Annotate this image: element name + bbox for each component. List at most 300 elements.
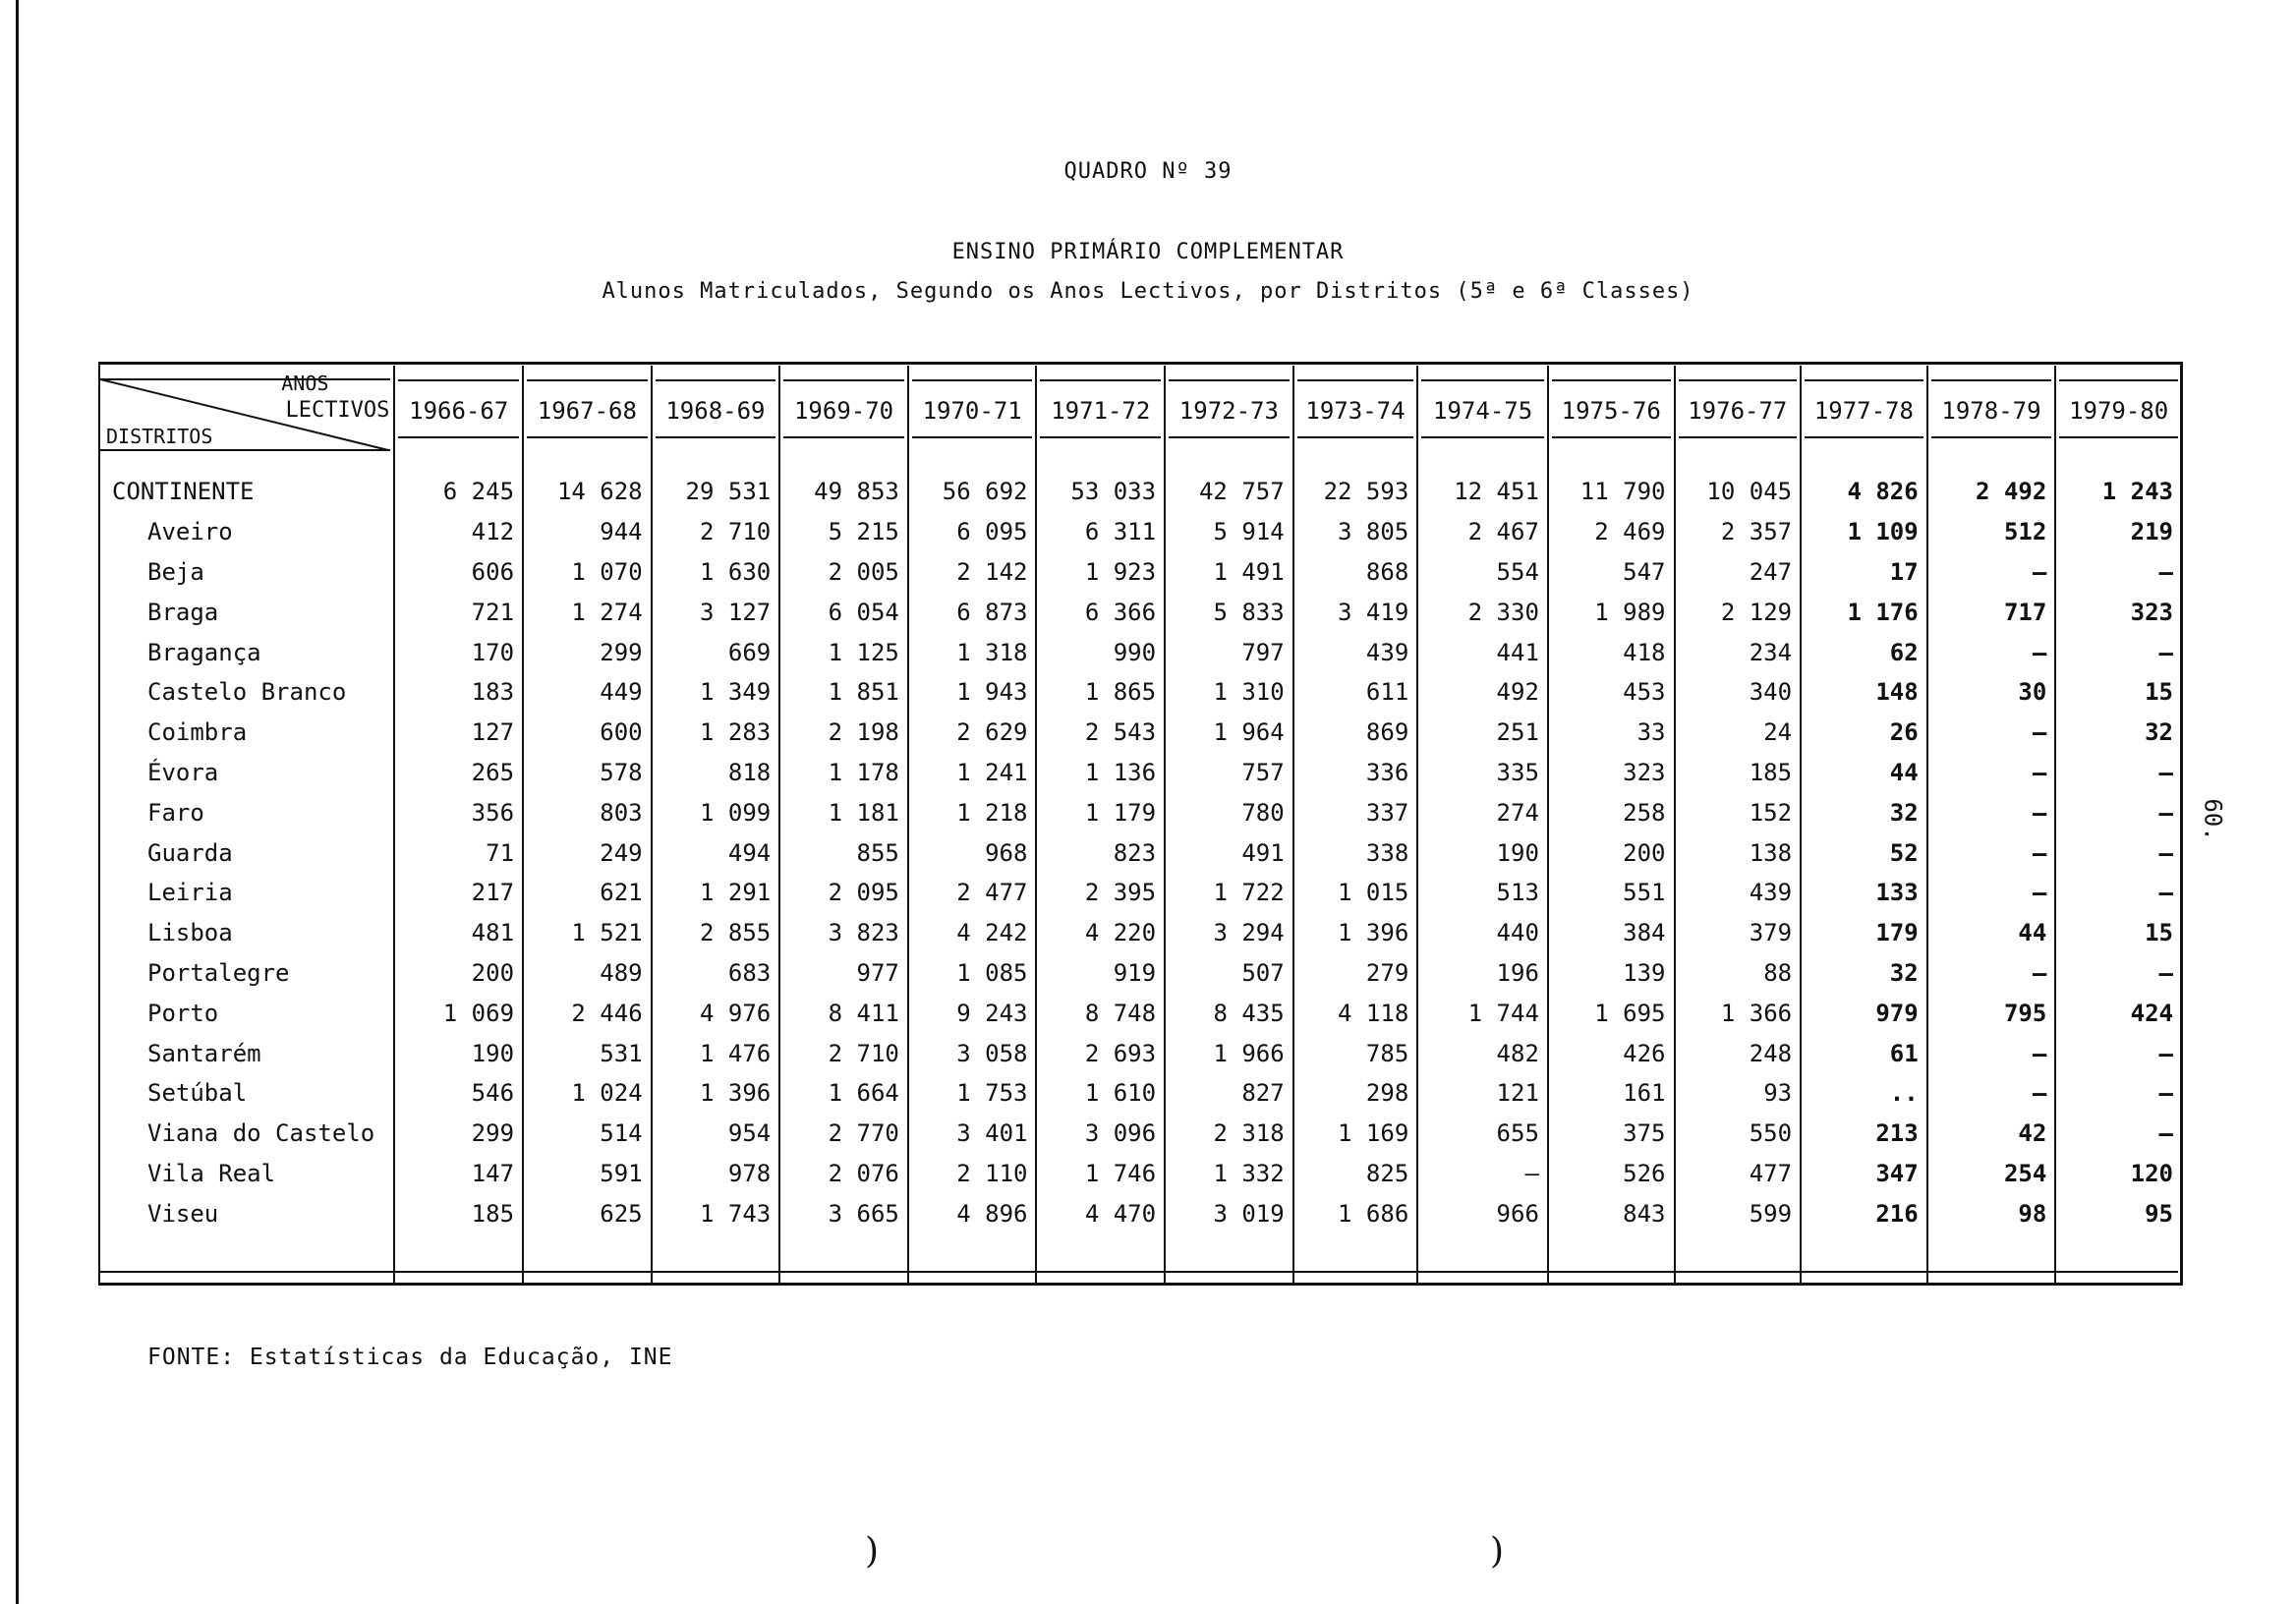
value-cell: 2 469 [1548,512,1675,552]
value-cell: 14 628 [523,452,652,512]
value-cell: 5 833 [1165,592,1293,632]
value-cell: 196 [1417,953,1548,994]
table-number: QUADRO Nº 39 [1063,159,1233,184]
district-row [98,913,2181,953]
value-cell: 93 [1675,1073,1802,1114]
district-row [98,672,2181,713]
year-header: 1976-77 [1675,366,1802,452]
value-cell: 234 [1675,632,1802,672]
value-cell: 120 [2055,1154,2181,1194]
value-cell: 424 [2055,993,2181,1033]
value-cell: 2 710 [779,1033,908,1073]
value-cell: 795 [1927,993,2056,1033]
value-cell: — [2055,632,2181,672]
value-cell: 3 096 [1036,1114,1165,1154]
value-cell: 477 [1675,1154,1802,1194]
value-cell: 785 [1293,1033,1418,1073]
value-cell: 1 964 [1165,713,1293,753]
value-cell: 62 [1801,632,1927,672]
value-cell: 179 [1801,913,1927,953]
value-cell: 6 245 [394,452,523,512]
value-cell: 492 [1417,672,1548,713]
value-cell: 42 [1927,1114,2056,1154]
district-name: Setúbal [147,1079,248,1108]
value-cell: 1 291 [652,873,780,913]
value-cell: 1 491 [1165,552,1293,593]
value-cell: 1 069 [394,993,523,1033]
value-cell: 1 923 [1036,552,1165,593]
district-row [98,512,2181,552]
value-cell: 968 [908,832,1037,873]
value-cell: 2 693 [1036,1033,1165,1073]
value-cell: — [2055,552,2181,593]
district-name: Vila Real [147,1159,276,1187]
value-cell: 279 [1293,953,1418,994]
year-header: 1968-69 [652,366,780,452]
value-cell: 1 943 [908,672,1037,713]
value-cell: 2 198 [779,713,908,753]
value-cell: 8 435 [1165,993,1293,1033]
value-cell: 4 826 [1801,452,1927,512]
value-cell: 757 [1165,753,1293,793]
value-cell: 2 629 [908,713,1037,753]
value-cell: 379 [1675,913,1802,953]
district-name: Leiria [147,879,233,907]
value-cell: 3 127 [652,592,780,632]
value-cell: 625 [523,1193,652,1233]
corner-label-distritos: DISTRITOS [106,425,213,448]
value-cell: 139 [1548,953,1675,994]
value-cell: 1 630 [652,552,780,593]
value-cell: 797 [1165,632,1293,672]
value-cell: 441 [1417,632,1548,672]
value-cell: 299 [523,632,652,672]
value-cell: 44 [1801,753,1927,793]
value-cell: 4 896 [908,1193,1037,1233]
value-cell: 1 283 [652,713,780,753]
value-cell: 338 [1293,832,1418,873]
value-cell: 2 318 [1165,1114,1293,1154]
district-row [98,1193,2181,1233]
value-cell: 1 310 [1165,672,1293,713]
value-cell: 1 015 [1293,873,1418,913]
value-cell: 152 [1675,792,1802,832]
value-cell: — [1927,1033,2056,1073]
district-name: Braga [147,598,219,626]
value-cell: 32 [1801,953,1927,994]
value-cell: — [2055,1114,2181,1154]
value-cell: 412 [394,512,523,552]
value-cell: 2 330 [1417,592,1548,632]
value-cell: 384 [1548,913,1675,953]
value-cell: 2 467 [1417,512,1548,552]
value-cell: 15 [2055,913,2181,953]
value-cell: 547 [1548,552,1675,593]
margin-mark: ) [865,1531,880,1572]
value-cell: 2 395 [1036,873,1165,913]
value-cell: 1 476 [652,1033,780,1073]
value-cell: 1 966 [1165,1033,1293,1073]
value-cell: 827 [1165,1073,1293,1114]
value-cell: 2 005 [779,552,908,593]
value-cell: 2 357 [1675,512,1802,552]
value-cell: 29 531 [652,452,780,512]
value-cell: — [1927,552,2056,593]
value-cell: 600 [523,713,652,753]
value-cell: 2 543 [1036,713,1165,753]
district-row [98,632,2181,672]
district-name: Guarda [147,838,233,867]
value-cell: 3 419 [1293,592,1418,632]
bottom-rules [98,1264,2178,1266]
value-cell: 4 118 [1293,993,1418,1033]
value-cell: — [1927,632,2056,672]
value-cell: 919 [1036,953,1165,994]
value-cell: 1 753 [908,1073,1037,1114]
value-cell: 10 045 [1675,452,1802,512]
value-cell: 453 [1548,672,1675,713]
value-cell: 1 109 [1801,512,1927,552]
value-cell: 356 [394,792,523,832]
district-name: Viseu [147,1199,219,1228]
value-cell: 818 [652,753,780,793]
value-cell: 32 [1801,792,1927,832]
value-cell: 138 [1675,832,1802,873]
district-row [98,993,2181,1033]
value-cell: 843 [1548,1193,1675,1233]
value-cell: 3 401 [908,1114,1037,1154]
value-cell: 251 [1417,713,1548,753]
value-cell: 61 [1801,1033,1927,1073]
value-cell: 247 [1675,552,1802,593]
year-header: 1978-79 [1927,366,2056,452]
value-cell: 2 855 [652,913,780,953]
value-cell: 439 [1293,632,1418,672]
value-cell: 33 [1548,713,1675,753]
value-cell: 183 [394,672,523,713]
district-row [98,1073,2181,1114]
year-header: 1970-71 [908,366,1037,452]
value-cell: 869 [1293,713,1418,753]
value-cell: 1 099 [652,792,780,832]
district-name: Évora [147,758,219,786]
value-cell: 825 [1293,1154,1418,1194]
value-cell: 274 [1417,792,1548,832]
district-row [98,1114,2181,1154]
value-cell: 249 [523,832,652,873]
value-cell: 190 [1417,832,1548,873]
enrollment-table [98,366,2181,1283]
value-cell: 3 019 [1165,1193,1293,1233]
header-row [98,366,2181,452]
value-cell: 42 757 [1165,452,1293,512]
value-cell: 22 593 [1293,452,1418,512]
district-name: Portalegre [147,958,290,987]
value-cell: 2 710 [652,512,780,552]
value-cell: 1 136 [1036,753,1165,793]
value-cell: 127 [394,713,523,753]
value-cell: 551 [1548,873,1675,913]
value-cell: 5 215 [779,512,908,552]
value-cell: 2 446 [523,993,652,1033]
value-cell: 1 176 [1801,592,1927,632]
district-name: Santarém [147,1039,261,1067]
value-cell: 337 [1293,792,1418,832]
value-cell: 30 [1927,672,2056,713]
value-cell: 299 [394,1114,523,1154]
value-cell: 1 695 [1548,993,1675,1033]
value-cell: 1 521 [523,913,652,953]
value-cell: 298 [1293,1073,1418,1114]
district-row [98,552,2181,593]
value-cell: — [2055,953,2181,994]
value-cell: 88 [1675,953,1802,994]
corner-header [98,366,394,452]
value-cell: 1 746 [1036,1154,1165,1194]
value-cell: 1 743 [652,1193,780,1233]
value-cell: 554 [1417,552,1548,593]
value-cell: 655 [1417,1114,1548,1154]
value-cell: 6 095 [908,512,1037,552]
value-cell: 56 692 [908,452,1037,512]
value-cell: 49 853 [779,452,908,512]
value-cell: 3 665 [779,1193,908,1233]
value-cell: 979 [1801,993,1927,1033]
value-cell: 185 [394,1193,523,1233]
district-row [98,953,2181,994]
value-cell: 4 242 [908,913,1037,953]
value-cell: 611 [1293,672,1418,713]
value-cell: 1 396 [1293,913,1418,953]
value-cell: 591 [523,1154,652,1194]
year-header: 1979-80 [2055,366,2181,452]
district-name: Beja [147,557,204,586]
year-header: 1969-70 [779,366,908,452]
value-cell: 621 [523,873,652,913]
value-cell: 440 [1417,913,1548,953]
value-cell: 978 [652,1154,780,1194]
value-cell: 683 [652,953,780,994]
value-cell: 1 274 [523,592,652,632]
value-cell: 606 [394,552,523,593]
value-cell: 1 396 [652,1073,780,1114]
bottom-rule-lines [98,1271,2178,1279]
value-cell: 494 [652,832,780,873]
year-header: 1975-76 [1548,366,1675,452]
value-cell: 1 179 [1036,792,1165,832]
value-cell: 2 110 [908,1154,1037,1194]
source-note: FONTE: Estatísticas da Educação, INE [147,1345,673,1370]
district-row [98,713,2181,753]
value-cell: 944 [523,512,652,552]
district-row [98,753,2181,793]
value-cell: 780 [1165,792,1293,832]
value-cell: 439 [1675,873,1802,913]
value-cell: 12 451 [1417,452,1548,512]
district-name: CONTINENTE [112,478,255,506]
value-cell: 148 [1801,672,1927,713]
value-cell: 71 [394,832,523,873]
value-cell: 717 [1927,592,2056,632]
value-cell: 2 076 [779,1154,908,1194]
value-cell: 868 [1293,552,1418,593]
value-cell: 15 [2055,672,2181,713]
district-row [98,792,2181,832]
value-cell: 1 686 [1293,1193,1418,1233]
year-header: 1977-78 [1801,366,1927,452]
value-cell: 44 [1927,913,2056,953]
district-name: Bragança [147,638,261,666]
value-cell: 514 [523,1114,652,1154]
value-cell: 1 349 [652,672,780,713]
value-cell: 721 [394,592,523,632]
value-cell: 1 169 [1293,1114,1418,1154]
district-row [98,873,2181,913]
value-cell: 217 [394,873,523,913]
year-header: 1967-68 [523,366,652,452]
value-cell: 53 033 [1036,452,1165,512]
value-cell: 323 [1548,753,1675,793]
year-header: 1974-75 [1417,366,1548,452]
value-cell: 2 492 [1927,452,2056,512]
value-cell: 1 664 [779,1073,908,1114]
value-cell: 3 294 [1165,913,1293,953]
value-cell: 1 318 [908,632,1037,672]
corner-label-lectivos: LECTIVOS [285,398,390,423]
value-cell: 98 [1927,1193,2056,1233]
value-cell: 9 243 [908,993,1037,1033]
year-header: 1971-72 [1036,366,1165,452]
value-cell: 1 610 [1036,1073,1165,1114]
value-cell: 669 [652,632,780,672]
value-cell: 213 [1801,1114,1927,1154]
value-cell: 24 [1675,713,1802,753]
district-name: Coimbra [147,718,248,747]
value-cell: 375 [1548,1114,1675,1154]
value-cell: 482 [1417,1033,1548,1073]
value-cell: — [2055,873,2181,913]
value-cell: 578 [523,753,652,793]
value-cell: 6 311 [1036,512,1165,552]
value-cell: 11 790 [1548,452,1675,512]
value-cell: 2 142 [908,552,1037,593]
value-cell: — [1927,1073,2056,1114]
value-cell: 1 218 [908,792,1037,832]
value-cell: 1 085 [908,953,1037,994]
value-cell: 2 095 [779,873,908,913]
district-name: Lisboa [147,919,233,947]
value-cell: 512 [1927,512,2056,552]
district-name: Viana do Castelo [147,1119,375,1148]
value-cell: .. [1801,1073,1927,1114]
value-cell: 347 [1801,1154,1927,1194]
value-cell: 4 470 [1036,1193,1165,1233]
value-cell: 481 [394,913,523,953]
value-cell: 254 [1927,1154,2056,1194]
district-row [98,1154,2181,1194]
value-cell: 170 [394,632,523,672]
district-name: Castelo Branco [147,678,347,707]
total-row [98,452,2181,512]
value-cell: 546 [394,1073,523,1114]
value-cell: — [1417,1154,1548,1194]
district-name: Aveiro [147,518,233,546]
value-cell: 258 [1548,792,1675,832]
table-body [98,452,2181,1283]
value-cell: 526 [1548,1154,1675,1194]
value-cell: 1 851 [779,672,908,713]
value-cell: — [2055,792,2181,832]
value-cell: 1 722 [1165,873,1293,913]
district-name: Faro [147,798,204,827]
value-cell: 1 744 [1417,993,1548,1033]
value-cell: 2 477 [908,873,1037,913]
value-cell: 4 220 [1036,913,1165,953]
value-cell: 133 [1801,873,1927,913]
value-cell: — [1927,873,2056,913]
page-number: 60. [2199,798,2227,841]
value-cell: 1 181 [779,792,908,832]
value-cell: 200 [1548,832,1675,873]
value-cell: 335 [1417,753,1548,793]
value-cell: 599 [1675,1193,1802,1233]
value-cell: 513 [1417,873,1548,913]
value-cell: 1 243 [2055,452,2181,512]
value-cell: 2 770 [779,1114,908,1154]
value-cell: 5 914 [1165,512,1293,552]
value-cell: 52 [1801,832,1927,873]
value-cell: 1 125 [779,632,908,672]
value-cell: 216 [1801,1193,1927,1233]
value-cell: 1 178 [779,753,908,793]
value-cell: 3 823 [779,913,908,953]
value-cell: — [1927,713,2056,753]
value-cell: 248 [1675,1033,1802,1073]
district-name: Porto [147,999,219,1027]
value-cell: 550 [1675,1114,1802,1154]
value-cell: 507 [1165,953,1293,994]
margin-mark: ) [1490,1531,1505,1572]
value-cell: 219 [2055,512,2181,552]
value-cell: 3 058 [908,1033,1037,1073]
value-cell: 1 989 [1548,592,1675,632]
year-header: 1972-73 [1165,366,1293,452]
table-heading: ENSINO PRIMÁRIO COMPLEMENTAR [951,240,1345,264]
value-cell: 6 366 [1036,592,1165,632]
value-cell: 418 [1548,632,1675,672]
value-cell: 185 [1675,753,1802,793]
value-cell: 32 [2055,713,2181,753]
district-row [98,592,2181,632]
value-cell: — [2055,1033,2181,1073]
value-cell: 190 [394,1033,523,1073]
value-cell: — [1927,792,2056,832]
value-cell: — [1927,753,2056,793]
value-cell: 26 [1801,713,1927,753]
value-cell: 977 [779,953,908,994]
value-cell: — [2055,1073,2181,1114]
value-cell: — [2055,753,2181,793]
table-subtitle: Alunos Matriculados, Segundo os Anos Lectivos, por Distritos (5ª e 6ª Classes) [602,279,1694,304]
value-cell: 426 [1548,1033,1675,1073]
value-cell: 954 [652,1114,780,1154]
value-cell: 1 024 [523,1073,652,1114]
year-header: 1966-67 [394,366,523,452]
value-cell: — [1927,832,2056,873]
value-cell: 336 [1293,753,1418,793]
value-cell: 161 [1548,1073,1675,1114]
value-cell: 489 [523,953,652,994]
